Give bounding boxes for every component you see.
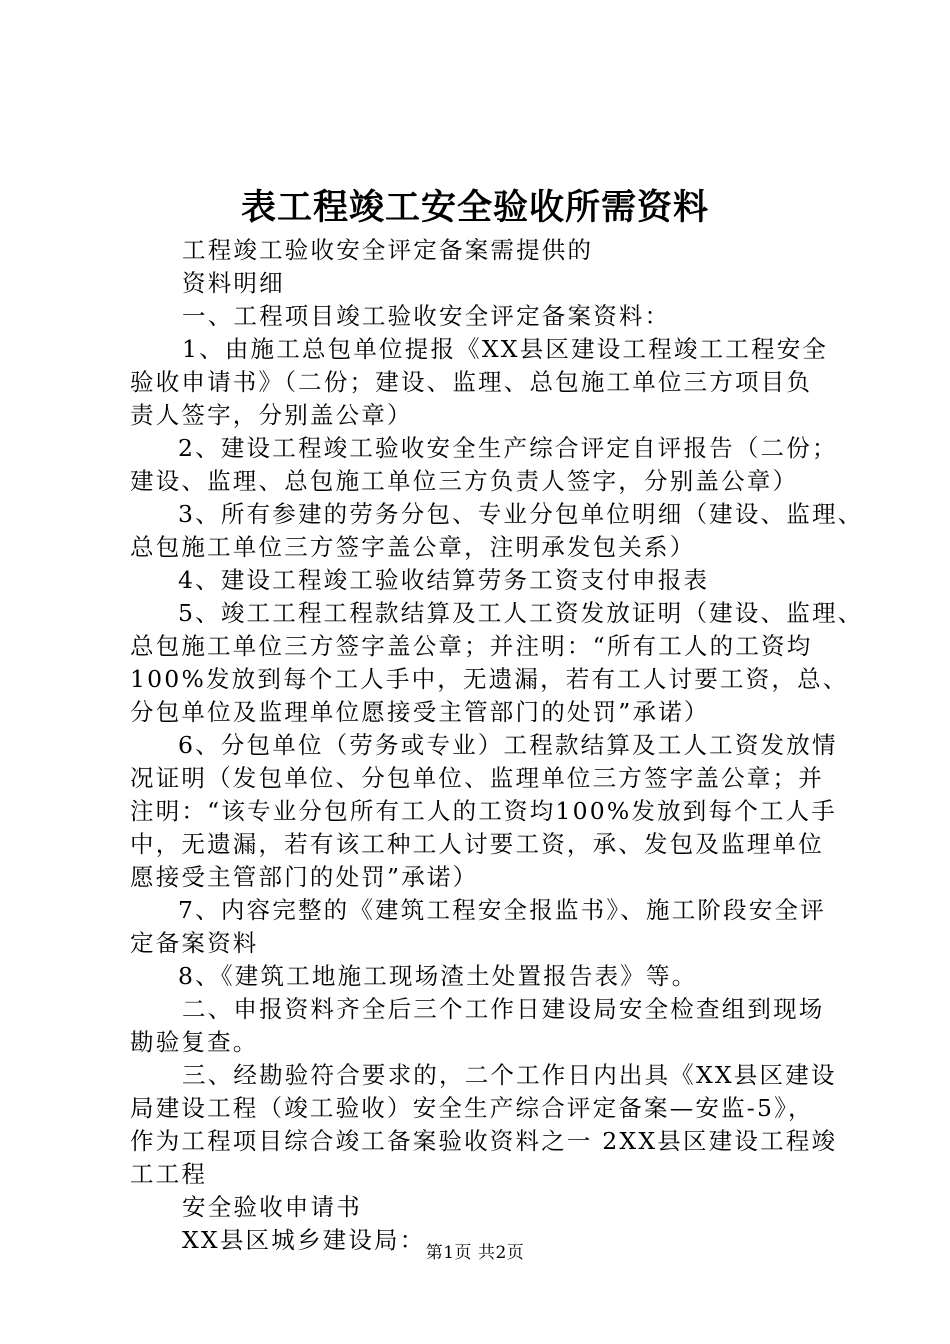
- body-line: 2、建设工程竣工验收安全生产综合评定自评报告（二份；: [178, 434, 838, 462]
- body-line: 6、分包单位（劳务或专业）工程款结算及工人工资发放情: [178, 731, 838, 759]
- body-line: 局建设工程（竣工验收）安全生产综合评定备案—安监-5》，: [130, 1094, 814, 1122]
- body-line: 1、由施工总包单位提报《XX县区建设工程竣工工程安全: [182, 335, 829, 363]
- body-line: 作为工程项目综合竣工备案验收资料之一 2XX县区建设工程竣: [130, 1127, 838, 1155]
- body-line: 安全验收申请书: [182, 1193, 362, 1221]
- body-line: 责人签字，分别盖公章）: [130, 401, 413, 429]
- body-line: 8、《建筑工地施工现场渣土处置报告表》等。: [178, 962, 698, 990]
- document-body: [130, 234, 864, 1257]
- page-number: 第1页 共2页: [425, 1243, 525, 1263]
- body-line: 一、工程项目竣工验收安全评定备案资料：: [182, 302, 671, 330]
- body-line: 5、竣工工程工程款结算及工人工资发放证明（建设、监理、: [178, 599, 864, 627]
- body-line: 总包施工单位三方签字盖公章；并注明：“所有工人的工资均: [130, 632, 813, 660]
- body-line: 愿接受主管部门的处罚”承诺）: [130, 863, 479, 891]
- body-line: 100%发放到每个工人手中，无遗漏，若有工人讨要工资，总、: [130, 665, 849, 693]
- body-line: 4、建设工程竣工验收结算劳务工资支付申报表: [178, 566, 710, 594]
- body-line: 资料明细: [182, 269, 285, 297]
- body-line: 建设、监理、总包施工单位三方负责人签字，分别盖公章）: [130, 467, 799, 495]
- body-line: 况证明（发包单位、分包单位、监理单位三方签字盖公章；并: [130, 764, 824, 792]
- body-line: 3、所有参建的劳务分包、专业分包单位明细（建设、监理、: [178, 500, 864, 528]
- body-line: 工程竣工验收安全评定备案需提供的: [182, 236, 594, 264]
- body-line: 中，无遗漏，若有该工种工人讨要工资，承、发包及监理单位: [130, 830, 824, 858]
- body-line: 二、申报资料齐全后三个工作日建设局安全检查组到现场: [182, 995, 825, 1023]
- body-line: 总包施工单位三方签字盖公章，注明承发包关系）: [130, 533, 696, 561]
- body-line: 定备案资料: [130, 929, 259, 957]
- body-line: 工工程: [130, 1160, 208, 1188]
- body-line: 分包单位及监理单位愿接受主管部门的处罚”承诺）: [130, 698, 710, 726]
- body-line: 7、内容完整的《建筑工程安全报监书》、施工阶段安全评: [178, 896, 826, 924]
- body-line: 验收申请书》（二份；建设、监理、总包施工单位三方项目负: [130, 368, 813, 396]
- body-line: XX县区城乡建设局：: [182, 1226, 426, 1254]
- document-title: 表工程竣工安全验收所需资料: [240, 187, 709, 228]
- body-line: 三、经勘验符合要求的，二个工作日内出具《XX县区建设: [182, 1061, 837, 1089]
- body-line: 注明：“该专业分包所有工人的工资均100%发放到每个工人手: [130, 797, 837, 825]
- body-line: 勘验复查。: [130, 1028, 259, 1056]
